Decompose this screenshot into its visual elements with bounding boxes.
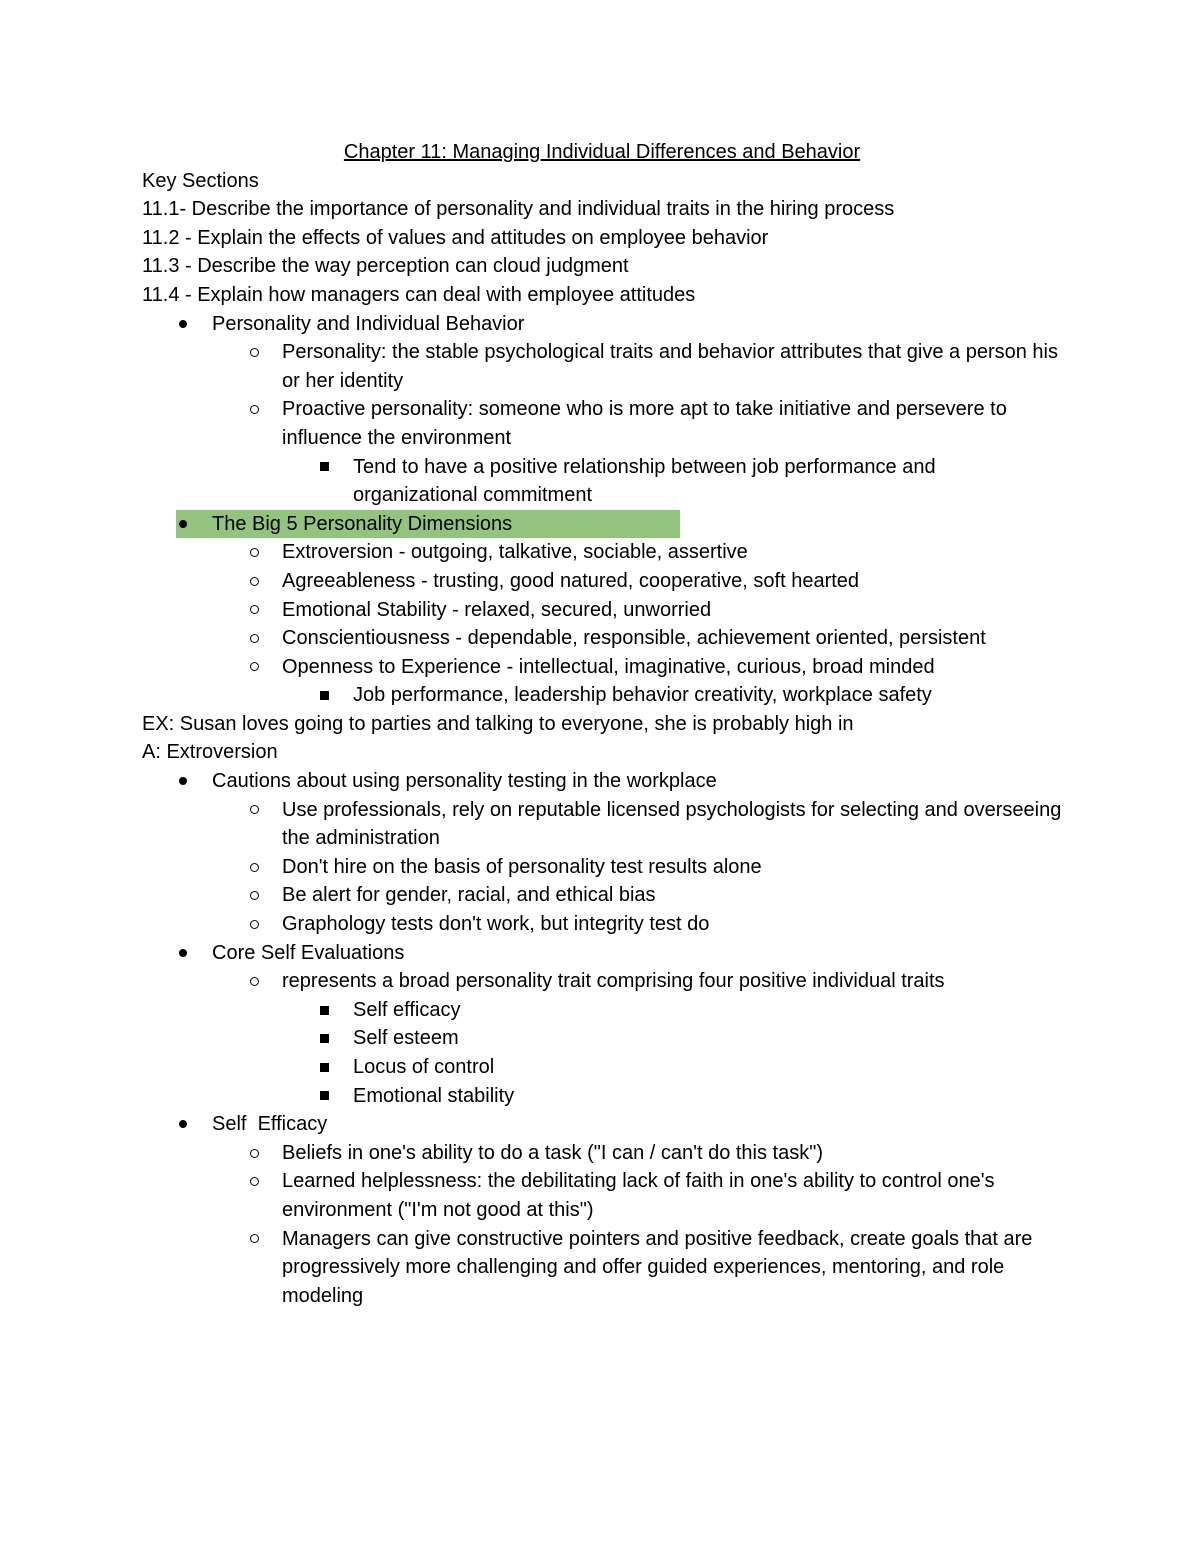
list-item: Emotional Stability - relaxed, secured, unworried: [142, 596, 1062, 625]
sub-list: [142, 796, 1062, 939]
list-item: Locus of control: [142, 1053, 1062, 1082]
document-page: [142, 138, 1062, 1310]
list-item: Managers can give constructive pointers and positive feedback, create goals that are progressively more challenging and offer guided experiences, mentoring, and role modeling: [142, 1225, 1062, 1311]
list-item: Use professionals, rely on reputable licensed psychologists for selecting and overseeing the administration: [142, 796, 1062, 853]
list-item: Job performance, leadership behavior creativity, workplace safety: [142, 681, 1062, 710]
section-line: 11.2 - Explain the effects of values and attitudes on employee behavior: [142, 226, 769, 249]
sub-list: [142, 338, 1062, 452]
bullet-square-icon: [317, 1024, 331, 1053]
bullet-circle-icon: [247, 1225, 261, 1254]
example-answer: A: Extroversion: [142, 741, 278, 764]
bullet-square-icon: [317, 1082, 331, 1111]
outline-list: [142, 1110, 1062, 1139]
list-item: Self efficacy: [142, 996, 1062, 1025]
bullet-circle-icon: [247, 1167, 261, 1196]
sub-list: [142, 538, 1062, 681]
bullet-square-icon: [317, 453, 331, 482]
outline-list: [142, 310, 1062, 339]
bullet-circle-icon: [247, 338, 261, 367]
outline-list: [142, 767, 1062, 796]
bullet-square-icon: [317, 996, 331, 1025]
bullet-disc-icon: [176, 939, 190, 968]
bullet-circle-icon: [247, 910, 261, 939]
list-item: Conscientiousness - dependable, responsible, achievement oriented, persistent: [142, 624, 1062, 653]
section-line: 11.1- Describe the importance of personality and individual traits in the hiring process: [142, 198, 895, 221]
sub-sub-list: [142, 681, 1062, 710]
list-item: Extroversion - outgoing, talkative, sociable, assertive: [142, 538, 1062, 567]
section-line: 11.4 - Explain how managers can deal with employee attitudes: [142, 283, 696, 306]
bullet-circle-icon: [247, 853, 261, 882]
list-item: Self Efficacy: [142, 1110, 1062, 1139]
list-item: Openness to Experience - intellectual, imaginative, curious, broad minded: [142, 653, 1062, 682]
sub-sub-list: [142, 453, 1062, 510]
list-item: Graphology tests don't work, but integrity test do: [142, 910, 1062, 939]
bullet-circle-icon: [247, 967, 261, 996]
bullet-disc-icon: [176, 510, 190, 539]
bullet-circle-icon: [247, 596, 261, 625]
list-item-highlighted: The Big 5 Personality Dimensions: [142, 510, 1062, 539]
sub-list: [142, 967, 1062, 996]
bullet-disc-icon: [176, 310, 190, 339]
bullet-circle-icon: [247, 395, 261, 424]
outline-list: [142, 510, 1062, 539]
bullet-disc-icon: [176, 1110, 190, 1139]
bullet-circle-icon: [247, 567, 261, 596]
list-item: Proactive personality: someone who is more apt to take initiative and persevere to influence the environment: [142, 395, 1062, 452]
bullet-disc-icon: [176, 767, 190, 796]
list-item: Agreeableness - trusting, good natured, cooperative, soft hearted: [142, 567, 1062, 596]
bullet-square-icon: [317, 681, 331, 710]
list-item: Cautions about using personality testing in the workplace: [142, 767, 1062, 796]
list-item: Personality: the stable psychological traits and behavior attributes that give a person his or her identity: [142, 338, 1062, 395]
key-sections-heading: Key Sections: [142, 169, 259, 192]
list-item: Be alert for gender, racial, and ethical bias: [142, 881, 1062, 910]
sub-sub-list: [142, 996, 1062, 1110]
list-item: Tend to have a positive relationship between job performance and organizational commitment: [142, 453, 1062, 510]
bullet-square-icon: [317, 1053, 331, 1082]
sub-list: [142, 1139, 1062, 1311]
bullet-circle-icon: [247, 538, 261, 567]
page-title: Chapter 11: Managing Individual Differences and Behavior: [343, 141, 861, 163]
list-item: represents a broad personality trait comprising four positive individual traits: [142, 967, 1062, 996]
bullet-circle-icon: [247, 1139, 261, 1168]
bullet-circle-icon: [247, 881, 261, 910]
bullet-circle-icon: [247, 796, 261, 825]
outline-list: [142, 939, 1062, 968]
list-item: Beliefs in one's ability to do a task ("I can / can't do this task"): [142, 1139, 1062, 1168]
section-line: 11.3 - Describe the way perception can cloud judgment: [142, 255, 629, 278]
bullet-circle-icon: [247, 653, 261, 682]
list-item: Emotional stability: [142, 1082, 1062, 1111]
list-item: Personality and Individual Behavior: [142, 310, 1062, 339]
list-item: Core Self Evaluations: [142, 939, 1062, 968]
list-item: Self esteem: [142, 1024, 1062, 1053]
example-question: EX: Susan loves going to parties and talking to everyone, she is probably high in: [142, 712, 854, 735]
list-item: Don't hire on the basis of personality test results alone: [142, 853, 1062, 882]
list-item: Learned helplessness: the debilitating lack of faith in one's ability to control one's environment ("I'm not good at this"): [142, 1167, 1062, 1224]
bullet-circle-icon: [247, 624, 261, 653]
